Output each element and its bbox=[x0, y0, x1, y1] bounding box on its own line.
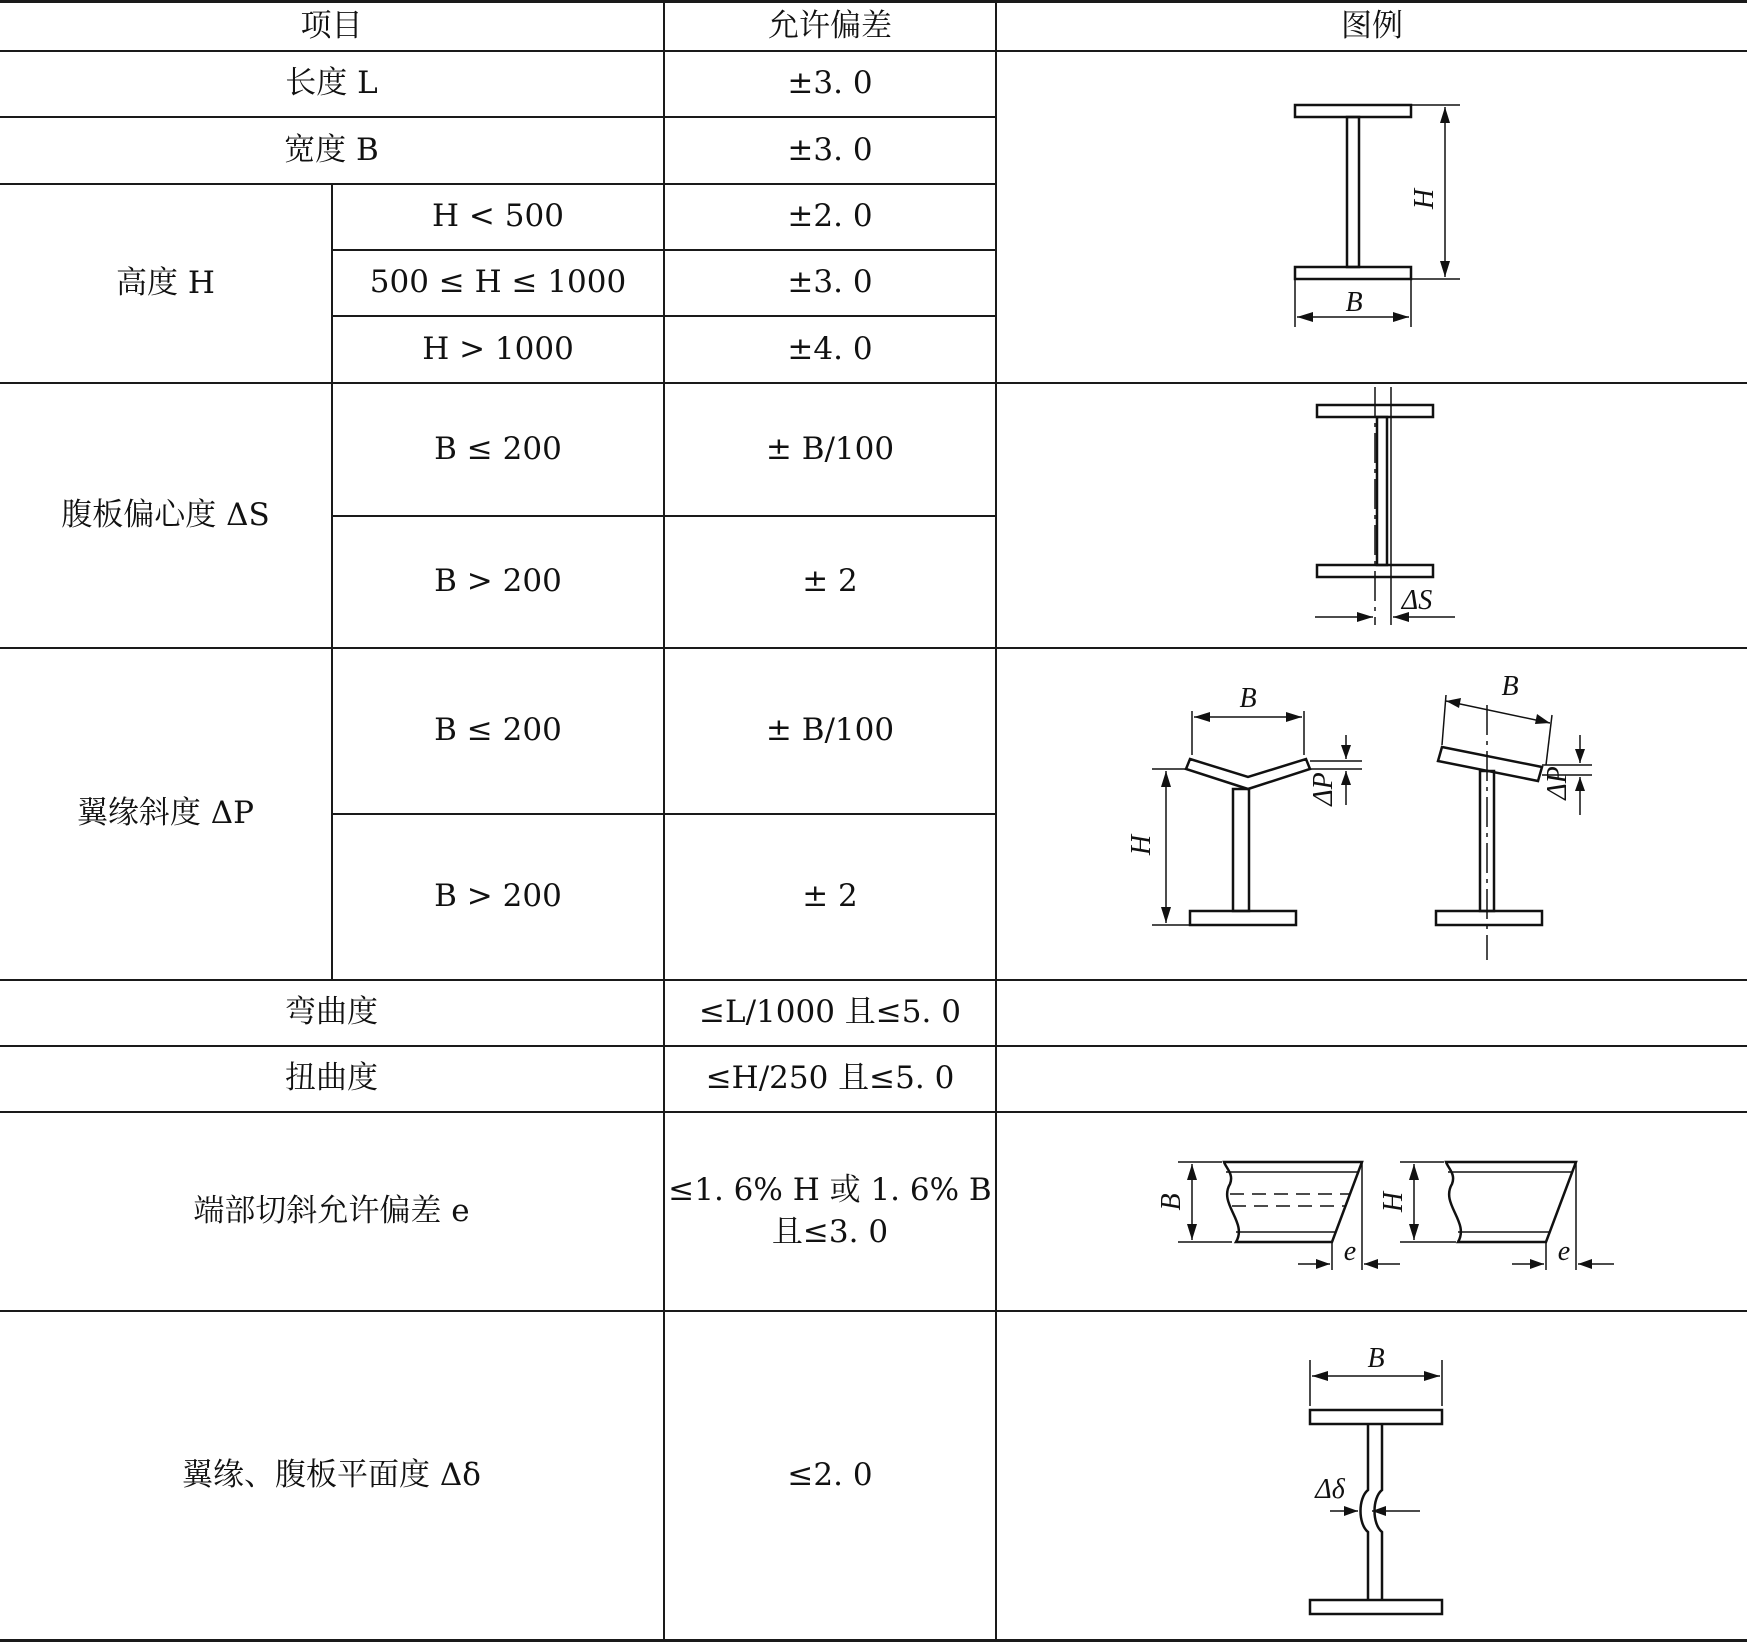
label-H: H bbox=[1378, 1191, 1409, 1213]
label-B: B bbox=[1367, 1343, 1385, 1374]
tol-flatness: ≤2. 0 bbox=[787, 1456, 873, 1493]
item-flange-tilt: 翼缘斜度 ΔP bbox=[76, 795, 255, 832]
tol-width: ±3. 0 bbox=[787, 131, 873, 168]
tol-end-cut-line1: ≤1. 6% H 或 1. 6% B bbox=[668, 1171, 992, 1208]
item-end-cut: 端部切斜允许偏差 e bbox=[193, 1192, 470, 1229]
item-height: 高度 H bbox=[116, 264, 215, 301]
item-bending: 弯曲度 bbox=[285, 994, 378, 1031]
tol-end-cut bbox=[665, 1113, 995, 1310]
cond-height-3: H > 1000 bbox=[422, 330, 574, 367]
label-e-right: e bbox=[1557, 1236, 1571, 1267]
header-tolerance: 允许偏差 bbox=[768, 7, 892, 44]
item-twist: 扭曲度 bbox=[285, 1060, 378, 1097]
tol-flange-tilt-2: ± 2 bbox=[802, 878, 858, 915]
tol-web-offset-2: ± 2 bbox=[802, 563, 858, 600]
label-dP-right: ΔP bbox=[1542, 766, 1573, 800]
item-width: 宽度 B bbox=[284, 131, 379, 168]
diagram-flange-tilt bbox=[1120, 665, 1590, 965]
tol-flange-tilt-1: ± B/100 bbox=[765, 712, 895, 749]
diagram-flatness bbox=[1300, 1340, 1460, 1630]
label-H-left: H bbox=[1126, 834, 1157, 856]
label-H: H bbox=[1409, 188, 1440, 210]
diagram-i-beam-dimensions bbox=[1270, 95, 1470, 335]
tol-height-1: ±2. 0 bbox=[787, 198, 873, 235]
diagram-end-cut bbox=[1156, 1150, 1630, 1290]
label-e-left: e bbox=[1343, 1236, 1357, 1267]
label-dP-left: ΔP bbox=[1308, 772, 1339, 806]
label-dS: ΔS bbox=[1401, 585, 1433, 616]
header-item: 项目 bbox=[300, 7, 363, 44]
label-dd: Δδ bbox=[1315, 1474, 1345, 1505]
diagram-web-offset bbox=[1305, 385, 1465, 635]
tol-bending: ≤L/1000 且≤5. 0 bbox=[699, 994, 961, 1031]
rule-bottom bbox=[0, 1639, 1747, 1642]
tol-height-3: ±4. 0 bbox=[787, 330, 873, 367]
cond-height-1: H < 500 bbox=[432, 198, 564, 235]
col-rule bbox=[995, 0, 997, 1642]
tol-height-2: ±3. 0 bbox=[787, 264, 873, 301]
tol-end-cut-line2: 且≤3. 0 bbox=[771, 1213, 889, 1250]
item-web-offset: 腹板偏心度 ΔS bbox=[61, 496, 270, 533]
label-B: B bbox=[1156, 1193, 1187, 1211]
item-flatness: 翼缘、腹板平面度 Δδ bbox=[182, 1456, 481, 1493]
tol-length: ±3. 0 bbox=[787, 65, 873, 102]
cond-flange-tilt-1: B ≤ 200 bbox=[434, 712, 562, 749]
cond-flange-tilt-2: B > 200 bbox=[434, 878, 562, 915]
label-B-right: B bbox=[1501, 671, 1519, 702]
tol-web-offset-1: ± B/100 bbox=[765, 430, 895, 467]
cond-web-offset-2: B > 200 bbox=[434, 563, 562, 600]
label-B: B bbox=[1345, 287, 1363, 318]
header-illustration: 图例 bbox=[1341, 7, 1403, 44]
tol-twist: ≤H/250 且≤5. 0 bbox=[705, 1060, 955, 1097]
item-length: 长度 L bbox=[285, 65, 378, 102]
label-B-left: B bbox=[1239, 683, 1257, 714]
cond-height-2: 500 ≤ H ≤ 1000 bbox=[369, 264, 627, 301]
cond-web-offset-1: B ≤ 200 bbox=[434, 430, 562, 467]
